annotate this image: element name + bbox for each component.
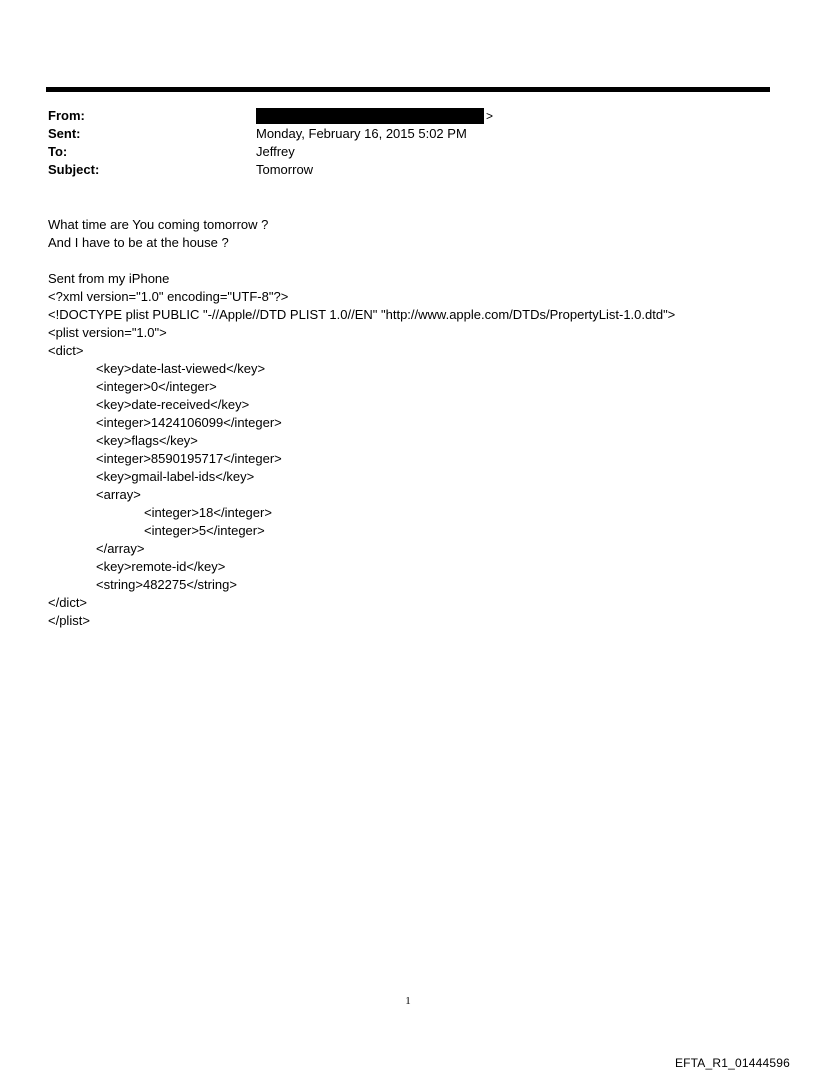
xml-line: <array> (96, 487, 141, 502)
sent-value: Monday, February 16, 2015 5:02 PM (256, 126, 467, 141)
email-header (48, 107, 748, 179)
to-value: Jeffrey (256, 144, 295, 159)
subject-label: Subject: (48, 162, 100, 177)
xml-plist-open: <plist version="1.0"> (48, 325, 167, 340)
xml-line: <integer>5</integer> (144, 523, 265, 538)
xml-line: <integer>8590195717</integer> (96, 451, 282, 466)
from-value (256, 107, 748, 125)
redaction-block (256, 108, 484, 124)
message-line: What time are You coming tomorrow ? (48, 217, 269, 232)
xml-line: <integer>18</integer> (144, 505, 272, 520)
subject-row (48, 161, 748, 179)
to-label: To: (48, 144, 68, 159)
sent-label: Sent: (48, 126, 81, 141)
xml-doctype: <!DOCTYPE plist PUBLIC "-//Apple//DTD PLIST 1.0//EN" "http://www.apple.com/DTDs/PropertyList-1.0.dtd"> (48, 307, 676, 322)
xml-line: <integer>0</integer> (96, 379, 217, 394)
xml-line: <key>gmail-label-ids</key> (96, 469, 255, 484)
xml-line: <key>date-received</key> (96, 397, 250, 412)
xml-line: <string>482275</string> (96, 577, 237, 592)
xml-plist-close: </plist> (48, 613, 90, 628)
subject-value: Tomorrow (256, 162, 314, 177)
from-label: From: (48, 108, 85, 123)
xml-line: <key>flags</key> (96, 433, 198, 448)
message-line: And I have to be at the house ? (48, 235, 229, 250)
xml-declaration: <?xml version="1.0" encoding="UTF-8"?> (48, 289, 289, 304)
signature-line: Sent from my iPhone (48, 271, 170, 286)
xml-dict-close: </dict> (48, 595, 88, 610)
email-body (48, 216, 788, 630)
to-row (48, 143, 748, 161)
xml-line: <key>remote-id</key> (96, 559, 226, 574)
from-row (48, 107, 748, 125)
xml-dict-open: <dict> (48, 343, 84, 358)
xml-line: </array> (96, 541, 145, 556)
bates-number: EFTA_R1_01444596 (674, 1056, 790, 1070)
xml-line: <integer>1424106099</integer> (96, 415, 282, 430)
sent-row (48, 125, 748, 143)
page-number: 1 (405, 995, 411, 1007)
header-divider (46, 87, 770, 92)
from-suffix: > (486, 109, 494, 123)
xml-line: <key>date-last-viewed</key> (96, 361, 266, 376)
